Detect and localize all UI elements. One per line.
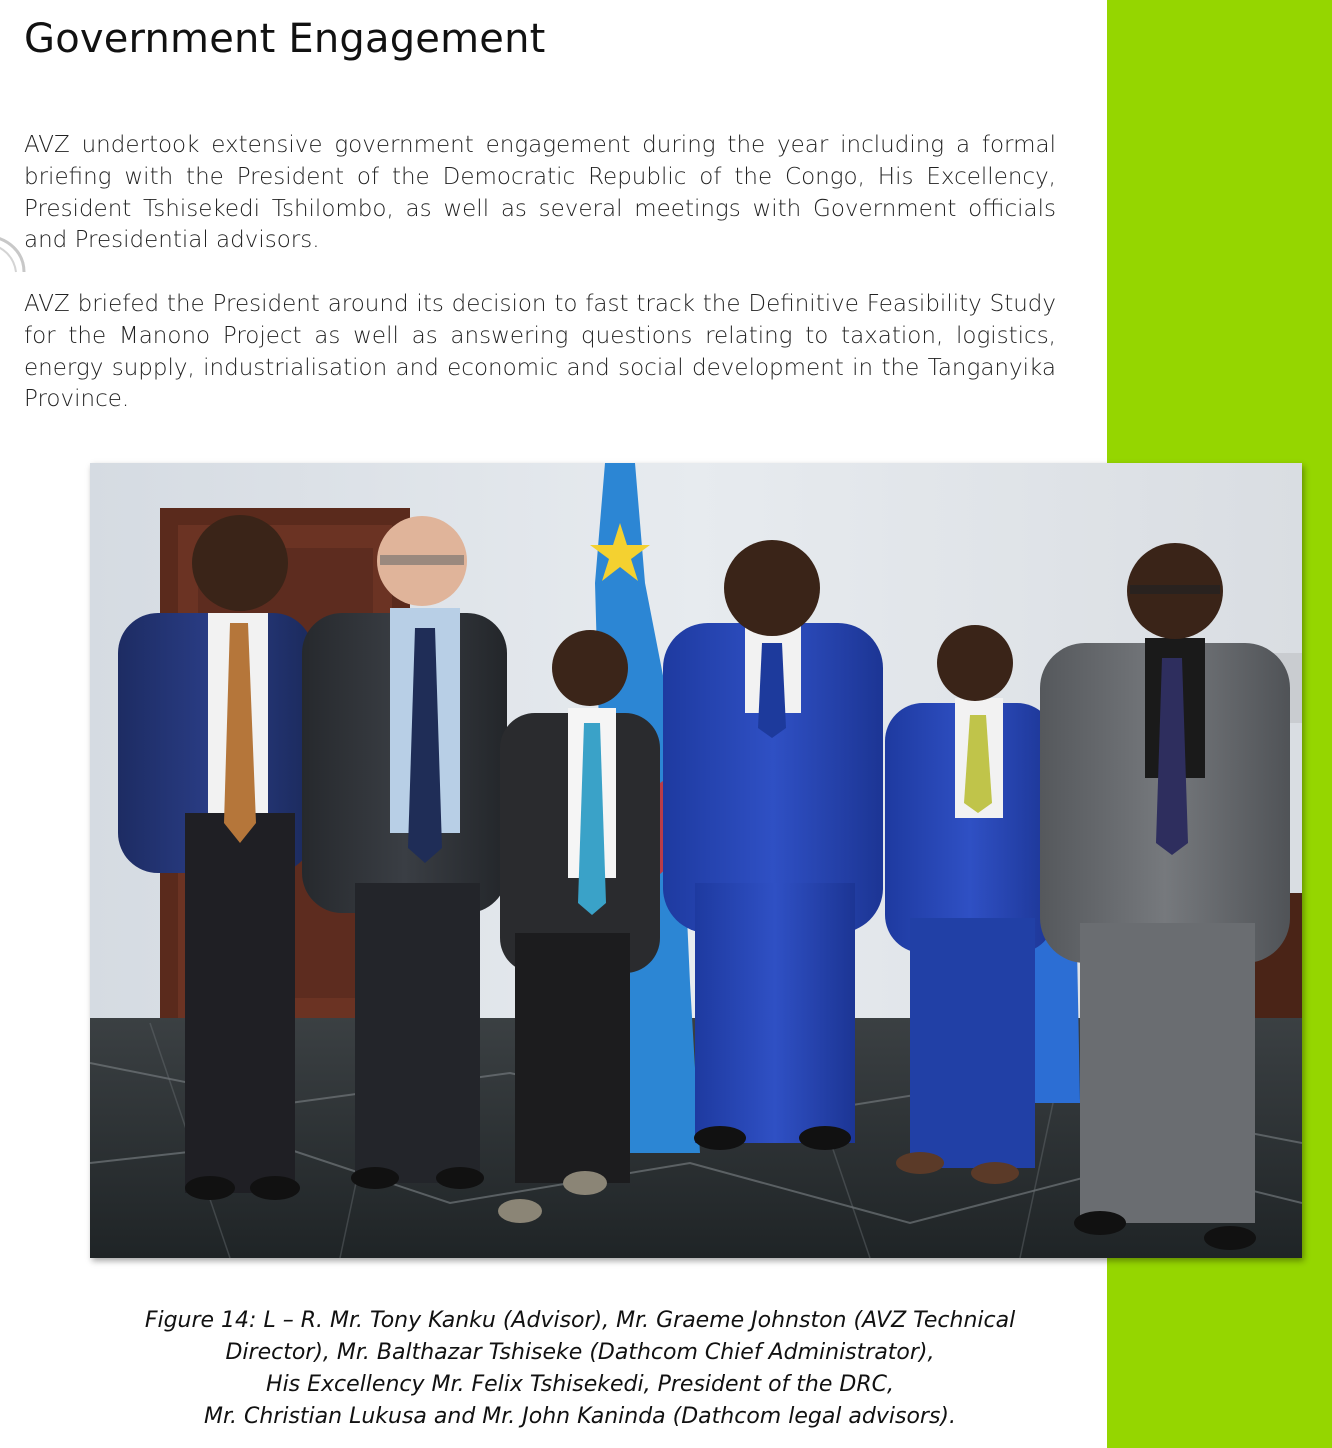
caption-line-3: His Excellency Mr. Felix Tshisekedi, President of the DRC,	[266, 1372, 894, 1397]
decorative-arc-icon	[0, 232, 26, 274]
caption-line-1: Figure 14: L – R. Mr. Tony Kanku (Advisor), Mr. Graeme Johnston (AVZ Technical	[144, 1308, 1016, 1333]
group-photo	[90, 463, 1302, 1258]
caption-line-2: Director), Mr. Balthazar Tshiseke (Dathcom Chief Administrator),	[225, 1340, 935, 1365]
body-paragraph-2: AVZ briefed the President around its decision to fast track the Definitive Feasibility Study for the Manono Project as well as answering questions relating to taxation, logistics, energy supply, industrialisation and economic and social development in the Tanganyika Province.	[24, 291, 1056, 413]
body-paragraph-1: AVZ undertook extensive government engagement during the year including a formal briefing with the President of the Democratic Republic of the Congo, His Excellency, President Tshisekedi Tshilombo, as well as several meetings with Government officials and Presidential advisors.	[24, 132, 1056, 254]
page-title: Government Engagement	[24, 16, 546, 62]
figure-caption	[80, 1305, 1080, 1433]
caption-line-4: Mr. Christian Lukusa and Mr. John Kaninda (Dathcom legal advisors).	[204, 1404, 956, 1429]
